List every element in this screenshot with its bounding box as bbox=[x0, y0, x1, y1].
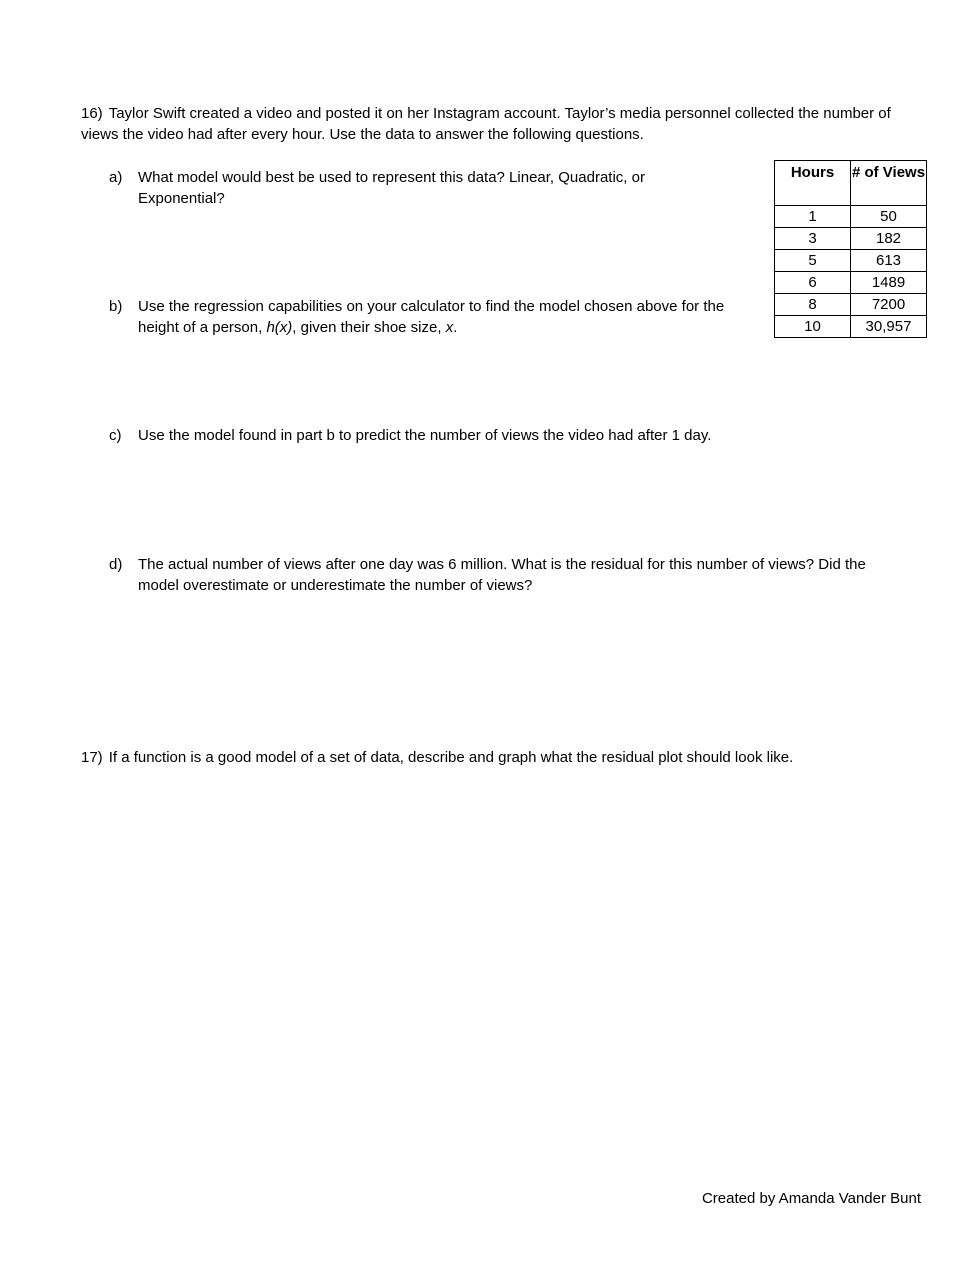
table-cell-hours: 1 bbox=[775, 206, 851, 228]
table-row bbox=[775, 206, 927, 228]
footer-credit: Created by Amanda Vander Bunt bbox=[701, 1190, 921, 1207]
question-17-number: 17) bbox=[81, 749, 103, 766]
table-cell-views: 7200 bbox=[851, 294, 927, 316]
table-cell-views: 50 bbox=[851, 206, 927, 228]
part-b-text-middle: , given their shoe size, bbox=[292, 319, 446, 336]
question-17-text: If a function is a good model of a set of data, describe and graph what the residual plot should look like. bbox=[108, 749, 794, 766]
part-d-letter: d) bbox=[109, 556, 123, 573]
table-cell-hours: 8 bbox=[775, 294, 851, 316]
views-data-table bbox=[774, 160, 927, 338]
question-16-part-b bbox=[109, 296, 759, 338]
table-row bbox=[775, 250, 927, 272]
table-header-views: # of Views bbox=[851, 161, 927, 206]
part-a-text: What model would best be used to represent this data? Linear, Quadratic, or Exponential? bbox=[138, 169, 645, 207]
table-cell-hours: 10 bbox=[775, 316, 851, 338]
part-b-variable: x bbox=[445, 319, 454, 336]
part-b-text-before: Use the regression capabilities on your calculator to find the model chosen above for the height of a person, bbox=[138, 298, 725, 336]
table-header-hours: Hours bbox=[775, 161, 851, 206]
question-16-part-c bbox=[109, 425, 809, 446]
table-cell-hours: 3 bbox=[775, 228, 851, 250]
table-row bbox=[775, 272, 927, 294]
part-d-text: The actual number of views after one day was 6 million. What is the residual for this number of views? Did the model overestimate or underestimate the number of views? bbox=[138, 556, 866, 594]
part-b-function: h(x) bbox=[266, 319, 293, 336]
question-17 bbox=[81, 747, 941, 768]
table-header-row bbox=[775, 161, 927, 206]
table-row bbox=[775, 228, 927, 250]
table-cell-views: 182 bbox=[851, 228, 927, 250]
question-16-part-a bbox=[109, 167, 729, 209]
part-c-letter: c) bbox=[109, 427, 122, 444]
question-16-text: Taylor Swift created a video and posted it on her Instagram account. Taylor’s media personnel collected the number of views the video had after every hour. Use the data to answer the following questions. bbox=[81, 105, 891, 143]
table-cell-views: 613 bbox=[851, 250, 927, 272]
part-b-letter: b) bbox=[109, 298, 123, 315]
question-16-part-d bbox=[109, 554, 909, 596]
part-b-text bbox=[138, 296, 759, 338]
table-row bbox=[775, 294, 927, 316]
table-cell-hours: 5 bbox=[775, 250, 851, 272]
table-cell-views: 1489 bbox=[851, 272, 927, 294]
question-16-number: 16) bbox=[81, 105, 103, 122]
part-c-text: Use the model found in part b to predict the number of views the video had after 1 day. bbox=[138, 427, 712, 444]
table-cell-views: 30,957 bbox=[851, 316, 927, 338]
part-b-text-end: . bbox=[453, 319, 458, 336]
table-row bbox=[775, 316, 927, 338]
table-cell-hours: 6 bbox=[775, 272, 851, 294]
part-a-letter: a) bbox=[109, 169, 123, 186]
question-16 bbox=[81, 103, 901, 145]
